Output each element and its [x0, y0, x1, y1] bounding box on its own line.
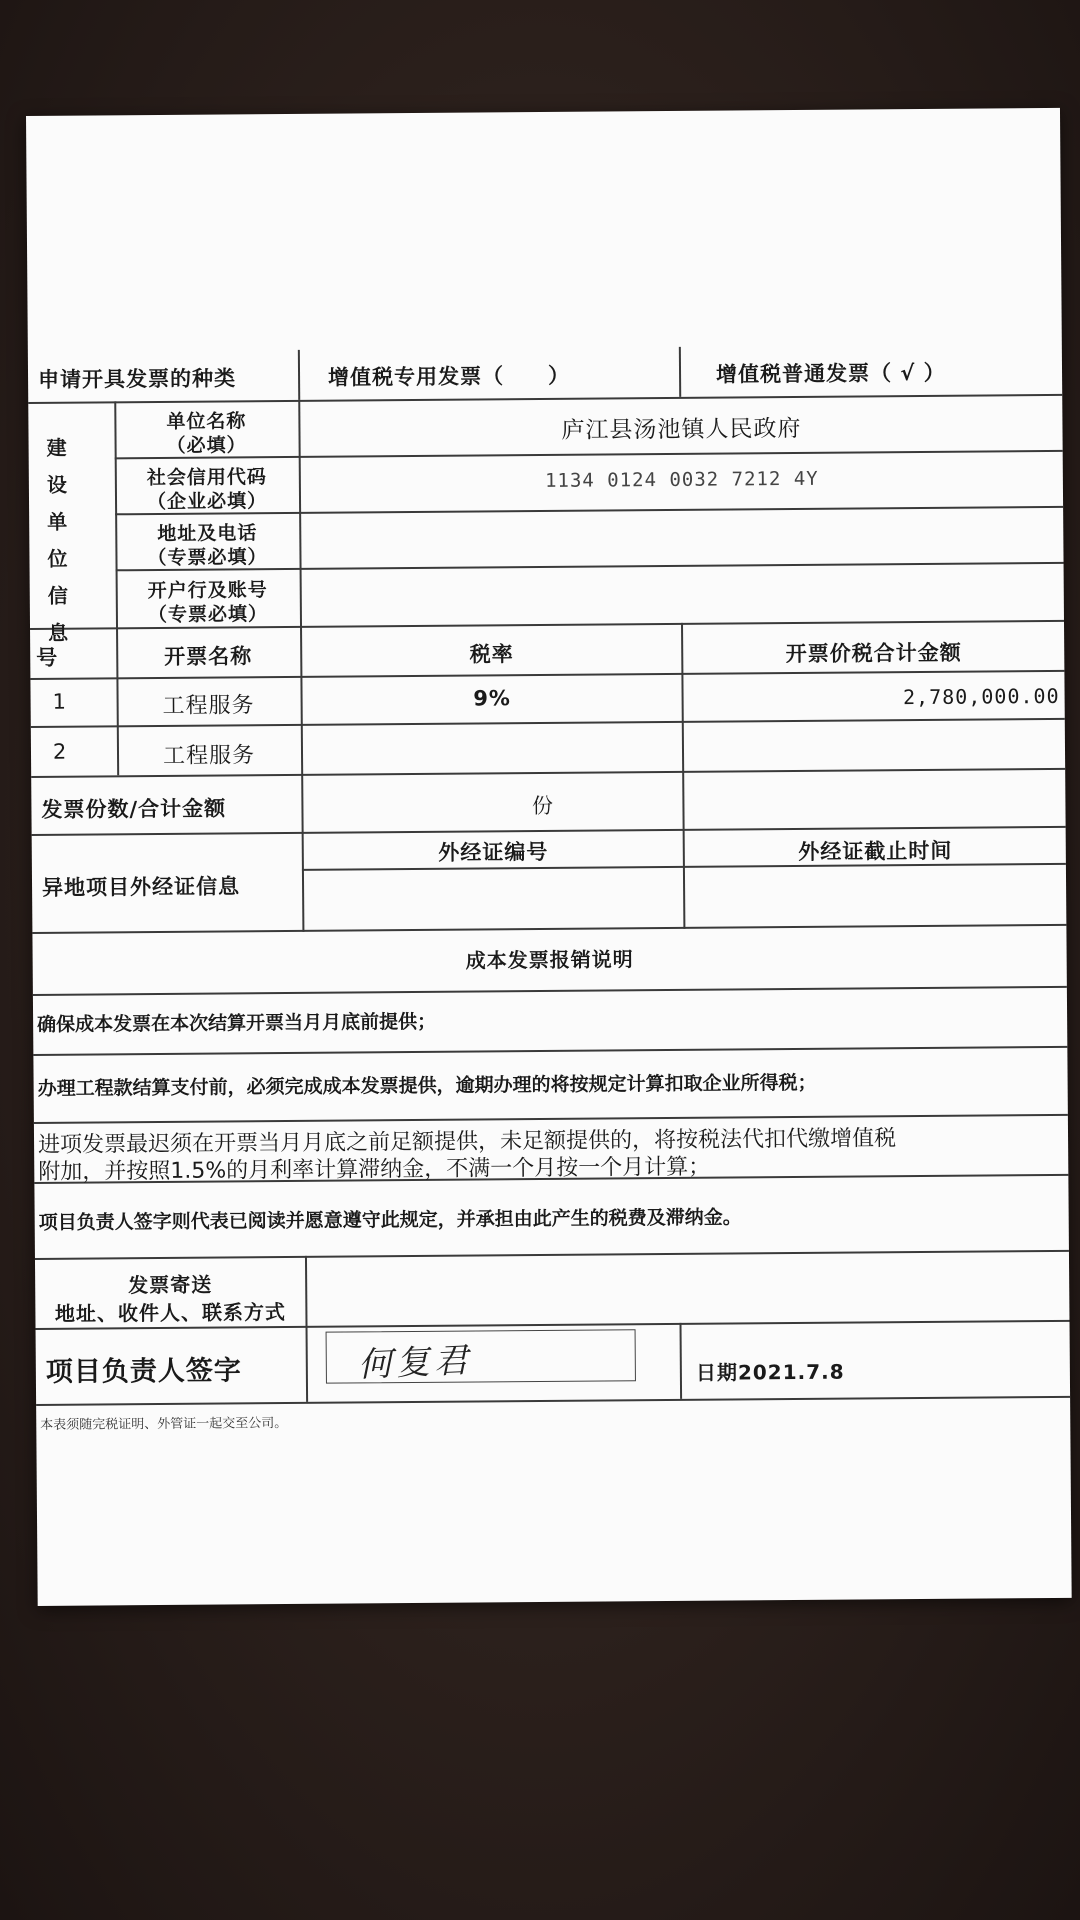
- unit-info-section-label: 建设单位信息: [46, 435, 70, 645]
- note-line-4: 项目负责人签字则代表已阅读并愿意遵守此规定，并承担由此产生的税费及滞纳金。: [38, 1206, 742, 1234]
- unit-name-label: 单位名称: [166, 410, 247, 433]
- totals-label: 发票份数/合计金额: [41, 796, 227, 822]
- note-line-2: 办理工程款结算支付前，必须完成成本发票提供，逾期办理的将按规定计算扣取企业所得税；: [37, 1071, 817, 1100]
- item-row-1-name: 工程服务: [162, 693, 255, 719]
- signature-label: 项目负责人签字: [45, 1355, 242, 1388]
- delivery-label: 发票寄送: [128, 1272, 213, 1298]
- unit-name-required: （必填）: [166, 434, 247, 457]
- item-row-1-rate: 9%: [473, 686, 512, 711]
- item-row-2-no: 2: [52, 739, 68, 764]
- item-row-2-name: 工程服务: [162, 743, 256, 769]
- invoice-application-form: [26, 108, 1072, 1606]
- note-line-3a: 进项发票最迟须在开票当月月底之前足额提供，未足额提供的，将按税法代扣代缴增值税: [37, 1126, 897, 1158]
- permit-info-label: 异地项目外经证信息: [41, 874, 241, 900]
- form-table: [28, 344, 1062, 1433]
- unit-name-value: 庐江县汤池镇人民政府: [561, 415, 802, 444]
- address-phone-required: （专票必填）: [147, 546, 268, 570]
- footnote: 本表须随完税证明、外管证一起交至公司。: [40, 1415, 288, 1433]
- bank-account-label: 开户行及账号: [147, 579, 268, 603]
- special-invoice-option: 增值税专用发票（ ）: [327, 363, 571, 390]
- handwritten-signature: 何复君: [357, 1340, 473, 1386]
- credit-code-required: （企业必填）: [146, 490, 268, 514]
- column-no-header: 号: [36, 645, 59, 670]
- permit-number-label: 外经证编号: [438, 839, 549, 865]
- bank-account-required: （专票必填）: [147, 603, 269, 627]
- credit-code-label: 社会信用代码: [146, 466, 267, 490]
- invoice-count-unit: 份: [531, 793, 555, 819]
- general-invoice-option: 增值税普通发票（ √ ）: [715, 360, 946, 387]
- delivery-label-detail: 地址、收件人、联系方式: [54, 1299, 286, 1326]
- column-amount-header: 开票价税合计金额: [785, 640, 962, 667]
- column-name-header: 开票名称: [164, 644, 253, 669]
- note-line-1: 确保成本发票在本次结算开票当月月底前提供；: [37, 1010, 437, 1036]
- notes-title: 成本发票报销说明: [465, 947, 634, 973]
- signature-date: 日期2021.7.8: [695, 1359, 845, 1385]
- item-row-1-amount: 2,780,000.00: [902, 683, 1060, 710]
- credit-code-value: 1134 0124 0032 7212 4Y: [544, 467, 819, 492]
- invoice-type-label: 申请开具发票的种类: [37, 366, 237, 392]
- column-rate-header: 税率: [469, 642, 514, 667]
- item-row-1-no: 1: [52, 689, 68, 714]
- note-line-3b: 附加，并按照1.5%的月利率计算滞纳金，不满一个月按一个月计算；: [38, 1154, 711, 1185]
- permit-expiry-label: 外经证截止时间: [798, 838, 953, 864]
- address-phone-label: 地址及电话: [157, 522, 258, 545]
